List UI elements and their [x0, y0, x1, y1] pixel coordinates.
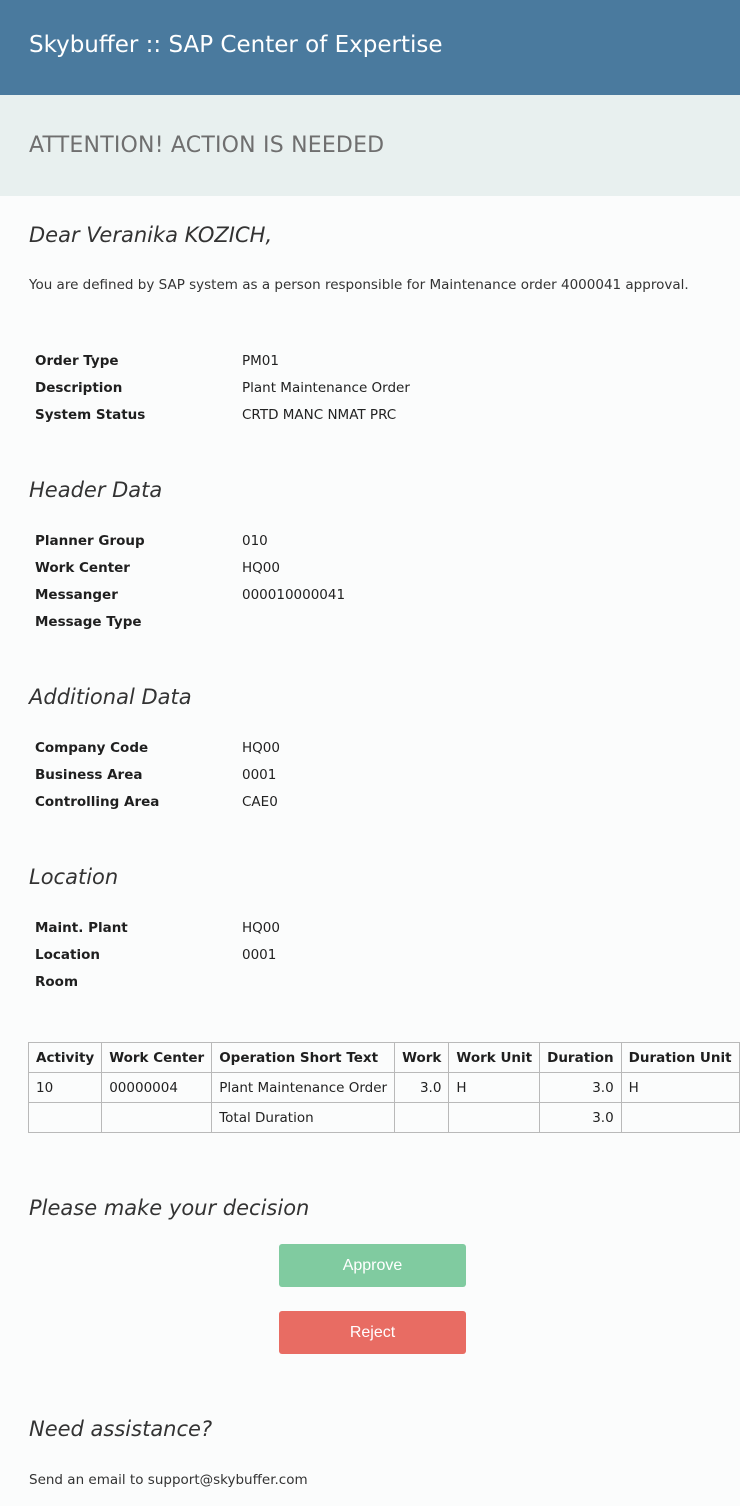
decision-title: Please make your decision — [29, 1196, 310, 1220]
table-total-row — [29, 1103, 740, 1133]
table-cell — [395, 1103, 449, 1133]
field-value: HQ00 — [242, 560, 280, 576]
field-label: Order Type — [35, 353, 119, 369]
field-value: PM01 — [242, 353, 279, 369]
section-title-location: Location — [29, 865, 119, 889]
field-label: Planner Group — [35, 533, 145, 549]
section-title-additional-data: Additional Data — [29, 685, 192, 709]
field-value: 010 — [242, 533, 268, 549]
intro-text: You are defined by SAP system as a person responsible for Maintenance order 4000041 approval. — [29, 277, 689, 293]
table-cell: H — [621, 1073, 739, 1103]
table-cell — [621, 1103, 739, 1133]
attention-text: ATTENTION! ACTION IS NEEDED — [29, 133, 385, 158]
section-title-header-data: Header Data — [29, 478, 163, 502]
table-cell: 3.0 — [540, 1103, 622, 1133]
messanger-row — [35, 586, 695, 613]
field-label: Work Center — [35, 560, 130, 576]
field-value: CAE0 — [242, 794, 278, 810]
greeting: Dear Veranika KOZICH, — [29, 223, 273, 247]
system-status-row — [35, 406, 695, 433]
header-data-fields — [35, 532, 695, 640]
assistance-title: Need assistance? — [29, 1417, 213, 1441]
reject-button[interactable]: Reject — [279, 1311, 466, 1354]
field-label: Message Type — [35, 614, 142, 630]
additional-data-fields — [35, 739, 695, 820]
planner-group-row — [35, 532, 695, 559]
location-row — [35, 946, 695, 973]
column-header-duration: Duration — [540, 1043, 622, 1073]
column-header-work: Work — [395, 1043, 449, 1073]
controlling-area-row — [35, 793, 695, 820]
company-code-row — [35, 739, 695, 766]
table-cell: 10 — [29, 1073, 102, 1103]
maint-plant-row — [35, 919, 695, 946]
support-line — [29, 1471, 308, 1489]
support-text: Send an email to — [29, 1472, 148, 1488]
field-label: Room — [35, 974, 79, 990]
column-header-duration-unit: Duration Unit — [621, 1043, 739, 1073]
table-cell — [102, 1103, 212, 1133]
field-label: Messanger — [35, 587, 118, 603]
operations-table — [28, 1042, 740, 1133]
table-row — [29, 1073, 740, 1103]
brand-title: Skybuffer :: SAP Center of Expertise — [29, 32, 443, 58]
business-area-row — [35, 766, 695, 793]
order-type-row — [35, 352, 695, 379]
table-cell: 00000004 — [102, 1073, 212, 1103]
field-value: 0001 — [242, 767, 277, 783]
field-value: CRTD MANC NMAT PRC — [242, 407, 397, 423]
field-label: Company Code — [35, 740, 149, 756]
table-cell — [29, 1103, 102, 1133]
column-header-work-center: Work Center — [102, 1043, 212, 1073]
support-email-link[interactable]: support@skybuffer.com — [147, 1472, 308, 1488]
field-value: 0001 — [242, 947, 277, 963]
order-summary — [35, 352, 695, 433]
message-type-row — [35, 613, 695, 640]
field-value: 000010000041 — [242, 587, 346, 603]
table-cell: Plant Maintenance Order — [212, 1073, 395, 1103]
column-header-activity: Activity — [29, 1043, 102, 1073]
field-value: HQ00 — [242, 920, 280, 936]
field-label: Controlling Area — [35, 794, 160, 810]
description-row — [35, 379, 695, 406]
field-label: Location — [35, 947, 100, 963]
field-label: Description — [35, 380, 123, 396]
field-value: Plant Maintenance Order — [242, 380, 410, 396]
field-label: Business Area — [35, 767, 143, 783]
field-label: System Status — [35, 407, 146, 423]
table-cell: 3.0 — [540, 1073, 622, 1103]
column-header-work-unit: Work Unit — [449, 1043, 540, 1073]
room-row — [35, 973, 695, 1000]
table-cell: Total Duration — [212, 1103, 395, 1133]
column-header-operation-short-text: Operation Short Text — [212, 1043, 395, 1073]
field-label: Maint. Plant — [35, 920, 128, 936]
table-header-row — [29, 1043, 740, 1073]
field-value: HQ00 — [242, 740, 280, 756]
approve-button[interactable]: Approve — [279, 1244, 466, 1287]
table-cell: H — [449, 1073, 540, 1103]
top-banner — [0, 0, 740, 95]
table-cell — [449, 1103, 540, 1133]
location-fields — [35, 919, 695, 1000]
work-center-row — [35, 559, 695, 586]
table-cell: 3.0 — [395, 1073, 449, 1103]
